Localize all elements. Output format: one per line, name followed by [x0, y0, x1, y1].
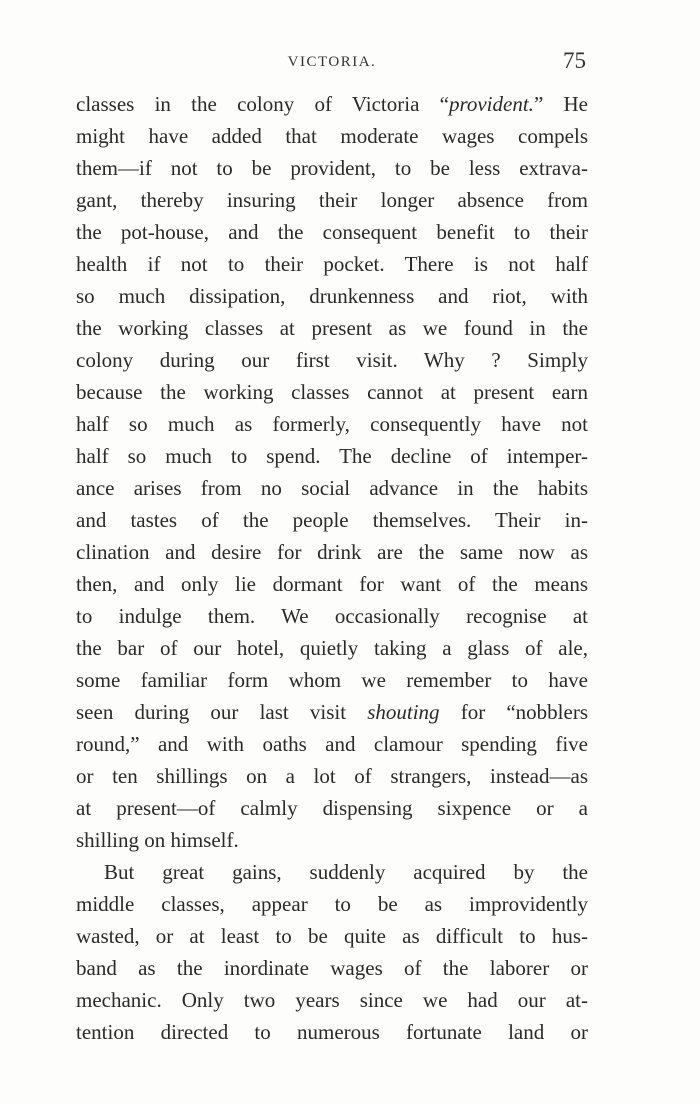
text-line: the bar of our hotel, quietly taking a glass of ale,: [76, 636, 588, 660]
text-line: colony during our first visit. Why ? Simply: [76, 348, 588, 372]
text-line: because the working classes cannot at present earn: [76, 380, 588, 404]
text-line: band as the inordinate wages of the laborer or: [76, 956, 588, 980]
running-title: VICTORIA.: [287, 54, 377, 70]
text-line: half so much as formerly, consequently have not: [76, 412, 588, 436]
text-line: or ten shillings on a lot of strangers, instead—as: [76, 764, 588, 788]
text-line: the working classes at present as we found in the: [76, 316, 588, 340]
text-line: tention directed to numerous fortunate land or: [76, 1020, 588, 1044]
text-line: then, and only lie dormant for want of the means: [76, 572, 588, 596]
page-number: 75: [563, 48, 586, 73]
running-head: [76, 48, 588, 78]
text-line: shilling on himself.: [76, 828, 239, 852]
text-line: seen during our last visit shouting for “nobblers: [76, 700, 588, 724]
italic-text: shouting: [367, 700, 440, 724]
text-line: to indulge them. We occasionally recognise at: [76, 604, 588, 628]
text-line: classes in the colony of Victoria “provident.” He: [76, 92, 588, 116]
text-line: round,” and with oaths and clamour spending five: [76, 732, 588, 756]
text-line: them—if not to be provident, to be less extrava-: [76, 156, 588, 180]
text-line: at present—of calmly dispensing sixpence or a: [76, 796, 588, 820]
body-text: [76, 88, 588, 1048]
text-line: and tastes of the people themselves. Their in-: [76, 508, 588, 532]
paragraph: [76, 856, 588, 1048]
text-line: But great gains, suddenly acquired by the: [104, 860, 588, 884]
text-line: so much dissipation, drunkenness and riot, with: [76, 284, 588, 308]
paragraph: [76, 88, 588, 856]
text-line: wasted, or at least to be quite as difficult to hus-: [76, 924, 588, 948]
text-line: middle classes, appear to be as improvidently: [76, 892, 588, 916]
text-line: ance arises from no social advance in the habits: [76, 476, 588, 500]
text-line: mechanic. Only two years since we had our at-: [76, 988, 588, 1012]
text-line: half so much to spend. The decline of intemper-: [76, 444, 588, 468]
text-line: clination and desire for drink are the same now as: [76, 540, 588, 564]
text-line: gant, thereby insuring their longer absence from: [76, 188, 588, 212]
italic-text: provident.: [448, 92, 534, 116]
text-line: might have added that moderate wages compels: [76, 124, 588, 148]
text-line: health if not to their pocket. There is not half: [76, 252, 588, 276]
text-line: the pot-house, and the consequent benefit to their: [76, 220, 588, 244]
text-line: some familiar form whom we remember to have: [76, 668, 588, 692]
